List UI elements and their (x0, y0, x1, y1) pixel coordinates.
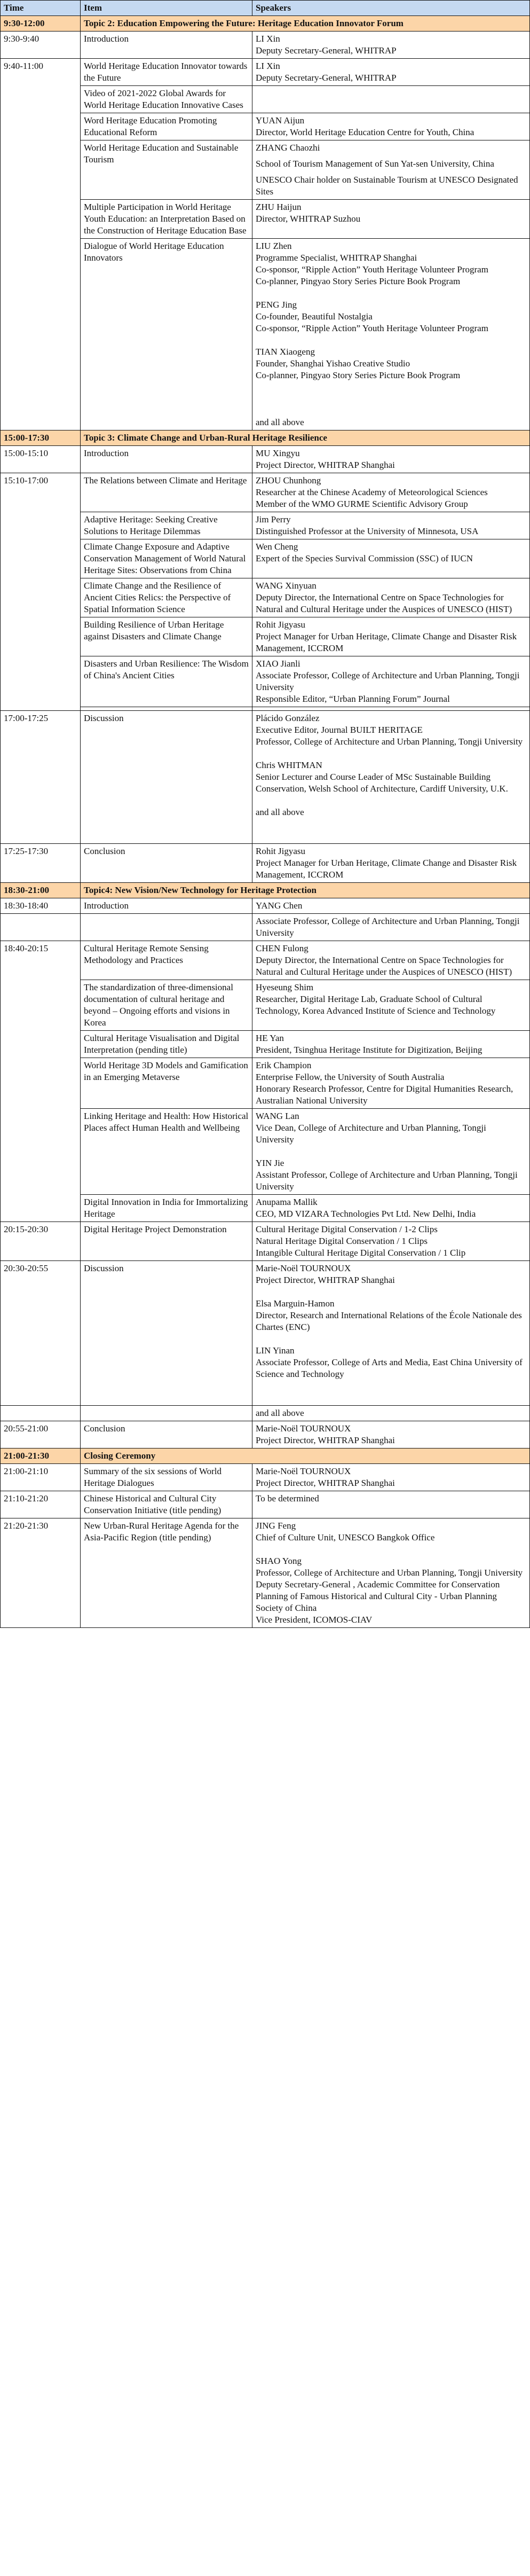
row-speakers (252, 617, 530, 656)
row-speakers (252, 200, 530, 239)
row-item: Introduction (81, 32, 252, 59)
row-speakers (252, 1031, 530, 1058)
speaker-block (256, 393, 526, 405)
row-speakers (252, 1109, 530, 1195)
speaker-affiliation: Responsible Editor, “Urban Planning Forum” Journal (256, 694, 450, 704)
speaker-name (256, 393, 526, 405)
row-speakers (252, 1518, 530, 1628)
speaker-name: and all above (256, 807, 304, 817)
session-header-row (1, 16, 530, 32)
row-time: 21:20-21:30 (1, 1518, 81, 1628)
row-item: Digital Heritage Project Demonstration (81, 1222, 252, 1261)
row-time: 9:30-9:40 (1, 32, 81, 59)
row-item: Digital Innovation in India for Immortalizing Heritage (81, 1195, 252, 1222)
speaker-affiliation: Project Director, WHITRAP Shanghai (256, 1275, 395, 1285)
speaker-gap (256, 818, 526, 830)
speaker-block (256, 33, 526, 57)
speaker-gap (256, 1146, 526, 1157)
table-header-row (1, 1, 530, 16)
speaker-name: Hyeseung Shim (256, 982, 314, 992)
speaker-name: XIAO Jianli (256, 659, 300, 669)
speaker-affiliation: Programme Specialist, WHITRAP Shanghai (256, 253, 417, 263)
session-header-row (1, 883, 530, 898)
speaker-affiliation: Member of the WMO GURME Scientific Advisory Group (256, 499, 468, 509)
speaker-block (256, 201, 526, 225)
row-item (81, 914, 252, 941)
row-item: World Heritage Education and Sustainable Tourism (81, 140, 252, 200)
speaker-affiliation: Co-sponsor, “Ripple Action” Youth Heritage Volunteer Program (256, 323, 488, 333)
row-speakers (252, 578, 530, 617)
row-speakers (252, 539, 530, 578)
row-time: 17:00-17:25 (1, 711, 81, 844)
row-speakers (252, 656, 530, 707)
speaker-name: ZHOU Chunhong (256, 475, 321, 486)
row-item: Adaptive Heritage: Seeking Creative Solutions to Heritage Dilemmas (81, 512, 252, 539)
agenda-body (1, 16, 530, 1628)
speaker-block (256, 658, 526, 705)
speaker-name: YANG Chen (256, 901, 303, 911)
speaker-block (256, 142, 526, 198)
speaker-name: WANG Lan (256, 1111, 299, 1121)
speaker-name: Rohit Jigyasu (256, 846, 306, 856)
speaker-name: MU Xingyu (256, 448, 300, 458)
speaker-affiliation: Associate Professor, College of Architecture and Urban Planning, Tongji University (256, 670, 520, 692)
speaker-name: Marie-Noël TOURNOUX (256, 1466, 351, 1476)
row-item: Word Heritage Education Promoting Educational Reform (81, 113, 252, 140)
speaker-name: Elsa Marguin-Hamon (256, 1298, 335, 1309)
speaker-block (256, 1423, 526, 1446)
row-time: 17:25-17:30 (1, 844, 81, 883)
speaker-block (256, 1466, 526, 1489)
row-time: 21:00-21:10 (1, 1464, 81, 1491)
row-speakers (252, 707, 530, 711)
speaker-gap (256, 1544, 526, 1555)
session-header-row (1, 1448, 530, 1464)
speaker-gap (256, 795, 526, 807)
speaker-block (256, 1407, 526, 1419)
row-speakers (252, 140, 530, 200)
row-time: 21:10-21:20 (1, 1491, 81, 1518)
speaker-block (256, 1110, 526, 1146)
row-time: 18:30-18:40 (1, 898, 81, 914)
row-item: Video of 2021-2022 Global Awards for World Heritage Education Innovative Cases (81, 86, 252, 113)
speaker-affiliation: Director, WHITRAP Suzhou (256, 214, 361, 224)
row-speakers (252, 113, 530, 140)
speaker-name (256, 830, 526, 842)
table-row (1, 59, 530, 86)
speaker-name: Marie-Noël TOURNOUX (256, 1263, 351, 1273)
speaker-block (256, 712, 526, 748)
speaker-name: ZHANG Chaozhi (256, 143, 320, 153)
speaker-block (256, 1392, 526, 1404)
row-speakers (252, 711, 530, 844)
row-item: Summary of the six sessions of World Heritage Dialogues (81, 1464, 252, 1491)
row-time: 9:40-11:00 (1, 59, 81, 430)
speaker-block (256, 1555, 526, 1626)
table-row (1, 844, 530, 883)
row-item: New Urban-Rural Heritage Agenda for the Asia-Pacific Region (title pending) (81, 1518, 252, 1628)
item-column-header: Item (81, 1, 252, 16)
table-row (1, 941, 530, 980)
speaker-affiliation: Director, Research and International Relations of the École Nationale des Chartes (ENC) (256, 1310, 522, 1332)
speaker-block (256, 915, 526, 939)
speaker-name: Plácido González (256, 713, 320, 723)
speaker-name: Jim Perry (256, 514, 291, 524)
speaker-block (256, 830, 526, 842)
speaker-block (256, 1493, 526, 1505)
speaker-name: To be determined (256, 1493, 319, 1504)
speaker-block (256, 1157, 526, 1193)
row-speakers (252, 1464, 530, 1491)
speaker-affiliation: Expert of the Species Survival Commission (SSC) of IUCN (256, 553, 473, 563)
speaker-affiliation: Deputy Secretary-General , Academic Committee for Conservation Planning of Famous Historical and Cultural City - Urban Planning Society of China (256, 1579, 500, 1613)
row-item: Conclusion (81, 844, 252, 883)
speaker-block (256, 60, 526, 84)
speaker-affiliation: Project Manager for Urban Heritage, Climate Change and Disaster Risk Management, ICCROM (256, 858, 517, 880)
row-item: Cultural Heritage Remote Sensing Methodology and Practices (81, 941, 252, 980)
speaker-block (256, 619, 526, 654)
speaker-block (256, 982, 526, 1017)
speaker-affiliation: Researcher at the Chinese Academy of Meteorological Sciences (256, 487, 488, 497)
speaker-affiliation: Director, World Heritage Education Centre for Youth, China (256, 127, 474, 137)
row-item: Cultural Heritage Visualisation and Digital Interpretation (pending title) (81, 1031, 252, 1058)
speaker-block (256, 1224, 526, 1259)
speaker-block (256, 417, 526, 428)
speaker-name (256, 1392, 526, 1404)
speaker-affiliation: Assistant Professor, College of Architecture and Urban Planning, Tongji University (256, 1170, 518, 1192)
table-row (1, 1518, 530, 1628)
speaker-affiliation: School of Tourism Management of Sun Yat-sen University, China (256, 159, 494, 169)
table-row (1, 898, 530, 914)
speaker-name: SHAO Yong (256, 1556, 302, 1566)
speaker-name: LI Xin (256, 34, 280, 44)
speaker-affiliation: Distinguished Professor at the University of Minnesota, USA (256, 526, 479, 536)
speaker-affiliation: Founder, Shanghai Yishao Creative Studio (256, 358, 410, 369)
row-item: World Heritage 3D Models and Gamification in an Emerging Metaverse (81, 1058, 252, 1109)
row-item: Discussion (81, 1261, 252, 1406)
row-time: 20:30-20:55 (1, 1261, 81, 1406)
table-row (1, 711, 530, 844)
speaker-block (256, 115, 526, 138)
session-title: Topic 2: Education Empowering the Future: Heritage Education Innovator Forum (81, 16, 530, 32)
table-row (1, 446, 530, 473)
row-speakers (252, 512, 530, 539)
row-speakers (252, 473, 530, 512)
row-speakers (252, 1261, 530, 1406)
row-item: Linking Heritage and Health: How Historical Places affect Human Health and Wellbeing (81, 1109, 252, 1195)
speaker-name: JING Feng (256, 1521, 296, 1531)
session-title: Topic 3: Climate Change and Urban-Rural Heritage Resilience (81, 430, 530, 446)
speaker-name: Erik Champion (256, 1060, 312, 1070)
speaker-name: LI Xin (256, 61, 280, 71)
table-row (1, 1421, 530, 1448)
table-row (1, 914, 530, 941)
speaker-affiliation: Associate Professor, College of Arts and Media, East China University of Science and Technology (256, 1357, 523, 1379)
speaker-block (256, 1520, 526, 1544)
session-title: Closing Ceremony (81, 1448, 530, 1464)
row-item (81, 707, 252, 711)
speaker-name: Associate Professor, College of Architecture and Urban Planning, Tongji University (256, 916, 520, 938)
row-time: 20:15-20:30 (1, 1222, 81, 1261)
row-speakers (252, 941, 530, 980)
row-time: 15:10-17:00 (1, 473, 81, 711)
speaker-block (256, 900, 526, 912)
speaker-name: Rohit Jigyasu (256, 620, 306, 630)
speaker-block (256, 299, 526, 334)
speaker-affiliation: Deputy Director, the International Centre on Space Technologies for Natural and Cultural Heritage under the Auspices of UNESCO (HIST) (256, 955, 512, 977)
speaker-name: and all above (256, 417, 304, 427)
row-item: The Relations between Climate and Heritage (81, 473, 252, 512)
speaker-affiliation: Intangible Cultural Heritage Digital Conservation / 1 Clip (256, 1248, 466, 1258)
row-speakers (252, 898, 530, 914)
speaker-block (256, 943, 526, 978)
row-item: Conclusion (81, 1421, 252, 1448)
speaker-affiliation: Co-sponsor, “Ripple Action” Youth Heritage Volunteer Program (256, 264, 488, 275)
speaker-affiliation: Executive Editor, Journal BUILT HERITAGE (256, 725, 423, 735)
table-row (1, 1222, 530, 1261)
row-speakers (252, 844, 530, 883)
speaker-block (256, 240, 526, 287)
speaker-block (256, 514, 526, 537)
speaker-affiliation: Co-planner, Pingyao Story Series Picture Book Program (256, 370, 461, 380)
speaker-affiliation: President, Tsinghua Heritage Institute for Digitization, Beijing (256, 1045, 482, 1055)
speaker-affiliation: Project Director, WHITRAP Shanghai (256, 460, 395, 470)
row-speakers (252, 59, 530, 86)
speaker-block (256, 1263, 526, 1286)
row-speakers (252, 446, 530, 473)
speaker-gap (256, 1333, 526, 1345)
session-header-row (1, 430, 530, 446)
row-time: 20:55-21:00 (1, 1421, 81, 1448)
row-item: Introduction (81, 898, 252, 914)
speaker-block (256, 580, 526, 615)
speaker-name: Chris WHITMAN (256, 760, 322, 770)
row-time (1, 914, 81, 941)
row-speakers (252, 239, 530, 430)
row-time: 18:40-20:15 (1, 941, 81, 1222)
table-row (1, 473, 530, 512)
session-time: 21:00-21:30 (1, 1448, 81, 1464)
speaker-name: WANG Xinyuan (256, 581, 317, 591)
row-item: Multiple Participation in World Heritage Youth Education: an Interpretation Based on the Construction of Heritage Education Base (81, 200, 252, 239)
row-item: The standardization of three-dimensional documentation of cultural heritage and beyond – Ongoing efforts and visions in Korea (81, 980, 252, 1031)
row-speakers (252, 1195, 530, 1222)
speakers-column-header: Speakers (252, 1, 530, 16)
row-item: Climate Change and the Resilience of Ancient Cities Relics: the Perspective of Spatial Information Science (81, 578, 252, 617)
speaker-gap (256, 748, 526, 760)
speaker-name: LIU Zhen (256, 241, 292, 251)
time-column-header: Time (1, 1, 81, 16)
table-row (1, 32, 530, 59)
speaker-affiliation: Co-planner, Pingyao Story Series Picture Book Program (256, 276, 461, 286)
speaker-gap (256, 287, 526, 299)
table-row (1, 1491, 530, 1518)
speaker-affiliation: Honorary Research Professor, Centre for Digital Humanities Research, Australian National University (256, 1084, 513, 1106)
speaker-name: CHEN Fulong (256, 943, 308, 953)
speaker-gap (256, 405, 526, 417)
row-speakers (252, 1421, 530, 1448)
speaker-gap (256, 334, 526, 346)
speaker-gap (256, 381, 526, 393)
row-time: 15:00-15:10 (1, 446, 81, 473)
speaker-block (256, 1060, 526, 1107)
speaker-affiliation: Professor, College of Architecture and Urban Planning, Tongji University (256, 1568, 523, 1578)
speaker-affiliation: Vice Dean, College of Architecture and Urban Planning, Tongji University (256, 1123, 486, 1145)
speaker-affiliation: Senior Lecturer and Course Leader of MSc Sustainable Building Conservation, Welsh School of Architecture, Cardiff University, U.K. (256, 772, 508, 794)
row-item: Building Resilience of Urban Heritage against Disasters and Climate Change (81, 617, 252, 656)
row-speakers (252, 1491, 530, 1518)
speaker-affiliation: Enterprise Fellow, the University of South Australia (256, 1072, 445, 1082)
speaker-name: HE Yan (256, 1033, 284, 1043)
session-time: 9:30-12:00 (1, 16, 81, 32)
speaker-name: YIN Jie (256, 1158, 284, 1168)
speaker-affiliation: Project Manager for Urban Heritage, Climate Change and Disaster Risk Management, ICCROM (256, 631, 517, 653)
speaker-block (256, 845, 526, 881)
speaker-name: ZHU Haijun (256, 202, 302, 212)
speaker-block (256, 475, 526, 510)
speaker-gap (256, 1380, 526, 1392)
speaker-affiliation: Project Director, WHITRAP Shanghai (256, 1478, 395, 1488)
speaker-affiliation: Researcher, Digital Heritage Lab, Graduate School of Cultural Technology, Korea Advanced Institute of Science and Technology (256, 994, 496, 1016)
row-item: Climate Change Exposure and Adaptive Conservation Management of World Natural Heritage Sites: Observations from China (81, 539, 252, 578)
speaker-affiliation: Professor, College of Architecture and Urban Planning, Tongji University (256, 737, 523, 747)
speaker-block (256, 1032, 526, 1056)
row-item (81, 1406, 252, 1421)
speaker-block (256, 541, 526, 565)
speaker-affiliation: Vice President, ICOMOS-CIAV (256, 1615, 373, 1625)
row-speakers (252, 1406, 530, 1421)
speaker-block (256, 1298, 526, 1333)
speaker-affiliation: Deputy Director, the International Centre on Space Technologies for Natural and Cultural Heritage under the Auspices of UNESCO (HIST) (256, 592, 512, 614)
speaker-block (256, 1196, 526, 1220)
speaker-name: Wen Cheng (256, 542, 298, 552)
speaker-name: PENG Jing (256, 300, 297, 310)
speaker-block (256, 1345, 526, 1380)
row-speakers (252, 1222, 530, 1261)
speaker-name: YUAN Aijun (256, 115, 305, 126)
speaker-affiliation: Project Director, WHITRAP Shanghai (256, 1435, 395, 1445)
table-row (1, 1261, 530, 1406)
session-time: 15:00-17:30 (1, 430, 81, 446)
session-time: 18:30-21:00 (1, 883, 81, 898)
speaker-block (256, 807, 526, 818)
speaker-name: TIAN Xiaogeng (256, 347, 315, 357)
speaker-name: Cultural Heritage Digital Conservation / 1-2 Clips (256, 1224, 438, 1234)
table-row (1, 1464, 530, 1491)
speaker-block (256, 448, 526, 471)
speaker-name: Anupama Mallik (256, 1197, 318, 1207)
row-time (1, 1406, 81, 1421)
speaker-affiliation: Natural Heritage Digital Conservation / 1 Clips (256, 1236, 428, 1246)
row-item: Discussion (81, 711, 252, 844)
speaker-name: and all above (256, 1408, 304, 1418)
speaker-block (256, 346, 526, 381)
speaker-affiliation: CEO, MD VIZARA Technologies Pvt Ltd. New Delhi, India (256, 1209, 476, 1219)
row-item: Dialogue of World Heritage Education Innovators (81, 239, 252, 430)
row-item: Chinese Historical and Cultural City Conservation Initiative (title pending) (81, 1491, 252, 1518)
row-speakers (252, 914, 530, 941)
speaker-name: LIN Yinan (256, 1345, 295, 1356)
row-speakers (252, 1058, 530, 1109)
row-item: Disasters and Urban Resilience: The Wisdom of China's Ancient Cities (81, 656, 252, 707)
speaker-affiliation: Deputy Secretary-General, WHITRAP (256, 73, 397, 83)
table-row (1, 1406, 530, 1421)
speaker-gap (256, 1286, 526, 1298)
speaker-affiliation: Chief of Culture Unit, UNESCO Bangkok Office (256, 1532, 435, 1543)
session-title: Topic4: New Vision/New Technology for Heritage Protection (81, 883, 530, 898)
row-speakers (252, 980, 530, 1031)
row-speakers (252, 86, 530, 113)
speaker-affiliation: Co-founder, Beautiful Nostalgia (256, 311, 373, 322)
speaker-name: Marie-Noël TOURNOUX (256, 1423, 351, 1434)
speaker-affiliation: UNESCO Chair holder on Sustainable Tourism at UNESCO Designated Sites (256, 175, 518, 197)
row-item: Introduction (81, 446, 252, 473)
row-speakers (252, 32, 530, 59)
row-item: World Heritage Education Innovator towards the Future (81, 59, 252, 86)
speaker-block (256, 760, 526, 795)
speaker-affiliation: Deputy Secretary-General, WHITRAP (256, 45, 397, 56)
